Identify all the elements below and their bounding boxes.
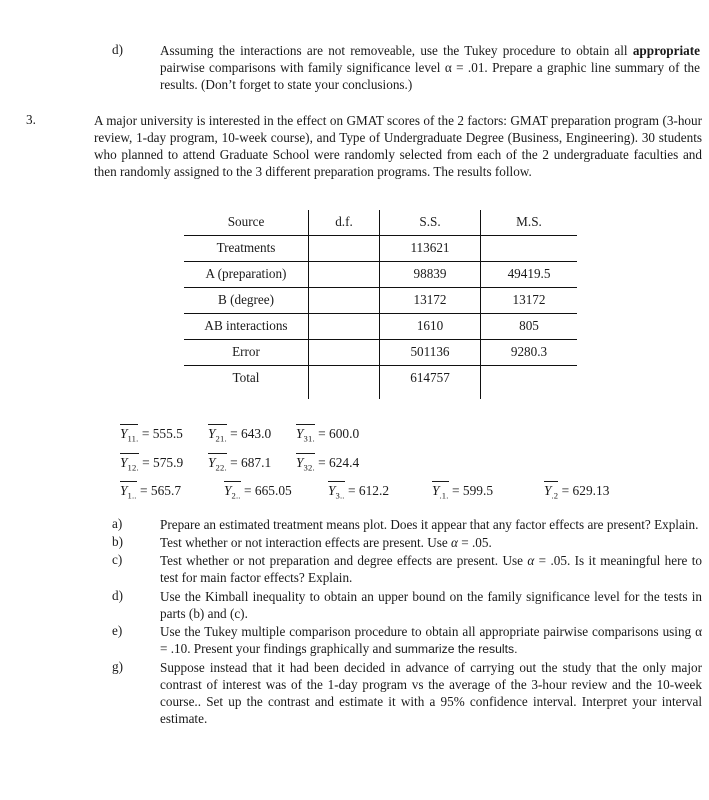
anova-row — [184, 366, 577, 400]
y-bar-subscript: 1.. — [127, 491, 137, 502]
anova-header-source: Source — [184, 210, 309, 236]
y-bar-symbol — [224, 481, 241, 501]
anova-header-row — [184, 210, 577, 236]
mean-value: = 629.13 — [558, 483, 610, 499]
anova-cell-source: A (preparation) — [184, 262, 309, 288]
mean-item — [544, 481, 656, 501]
part-a — [112, 516, 702, 533]
anova-cell-ms: 9280.3 — [481, 340, 578, 366]
anova-cell-ss: 1610 — [380, 314, 481, 340]
y-bar-overline: $Y_{12.}$ — [120, 454, 139, 473]
mean-value: = 565.7 — [136, 483, 182, 499]
y-bar-subscript: 31. — [303, 433, 315, 444]
anova-row — [184, 340, 577, 366]
y-bar-subscript: .2 — [551, 491, 559, 502]
y-bar-symbol — [544, 481, 558, 501]
part-label: d) — [112, 587, 123, 603]
part-d-text-after: pairwise comparisons with family significance level α = .01. Prepare a graphic line summary of the results. (Don’t forget to state your conclusions.) — [160, 60, 700, 93]
part-label: e) — [112, 622, 123, 638]
part-label: b) — [112, 534, 123, 550]
anova-cell-ss: 614757 — [380, 366, 481, 400]
anova-cell-df — [309, 288, 380, 314]
y-bar-symbol — [328, 481, 345, 501]
y-bar-overline: $Y_{11.}$ — [120, 426, 139, 444]
anova-cell-ss: 113621 — [380, 236, 481, 262]
y-bar-subscript: 21. — [215, 433, 227, 444]
means-block — [120, 424, 680, 510]
mean-item — [296, 453, 384, 473]
anova-row — [184, 314, 577, 340]
y-bar-subscript: 22. — [215, 462, 227, 473]
alpha-symbol: α — [695, 623, 702, 639]
part-text — [160, 623, 702, 658]
y-bar-subscript: 11. — [127, 433, 139, 444]
anova-header-ss: S.S. — [380, 210, 481, 236]
alpha-symbol: α — [527, 553, 535, 569]
means-row-cell-means-1 — [120, 424, 680, 444]
anova-cell-source: Error — [184, 340, 309, 366]
mean-item — [208, 453, 296, 473]
mean-item — [328, 481, 432, 501]
part-d-emphasis-word: appropriate — [632, 43, 700, 58]
part-text: Use the Kimball inequality to obtain an upper bound on the family significance level for the tests in parts (b) and (c). — [160, 588, 702, 621]
anova-cell-source: Total — [184, 366, 309, 400]
anova-header-df: d.f. — [309, 210, 380, 236]
part-c — [112, 552, 702, 586]
y-bar-symbol — [432, 481, 449, 501]
mean-item — [432, 481, 544, 501]
part-text: Prepare an estimated treatment means plot. Does it appear that any factor effects are present? Explain. — [160, 517, 699, 532]
y-bar-symbol — [120, 424, 138, 444]
part-text-post: = .05. — [457, 535, 492, 551]
mean-value: = 687.1 — [226, 454, 272, 470]
mean-item — [224, 481, 328, 501]
y-bar-overline: $Y_{.1.}$ — [432, 483, 449, 502]
y-bar-symbol — [120, 453, 139, 473]
y-bar-symbol — [120, 481, 137, 501]
y-bar-overline: $Y_{22.}$ — [208, 454, 227, 473]
y-bar-overline: $Y_{21.}$ — [208, 426, 227, 444]
y-bar-symbol — [208, 424, 227, 444]
mean-item — [296, 424, 384, 444]
y-bar-subscript: 32. — [303, 462, 315, 473]
mean-item — [120, 424, 208, 444]
anova-cell-ms — [481, 366, 578, 400]
problem-3-number: 3. — [26, 112, 36, 127]
part-label: c) — [112, 552, 123, 568]
part-text-post: = .05. Is it meaningful here to test for main factor effects? Explain. — [160, 553, 702, 586]
anova-cell-ss: 501136 — [380, 340, 481, 366]
y-bar-subscript: .1. — [439, 491, 449, 502]
anova-row — [184, 236, 577, 262]
mean-item — [120, 453, 208, 473]
y-bar-symbol — [208, 453, 227, 473]
anova-cell-df — [309, 314, 380, 340]
anova-header-ms: M.S. — [481, 210, 578, 236]
part-label: a) — [112, 516, 123, 531]
anova-cell-ms — [481, 236, 578, 262]
means-row-marginal-means — [120, 481, 680, 501]
y-bar-overline: $Y_{2..}$ — [224, 483, 241, 502]
part-d-top-label: d) — [112, 42, 123, 57]
y-bar-subscript: 3.. — [335, 491, 345, 502]
y-bar-overline: $Y_{.2}$ — [544, 483, 559, 502]
mean-item — [120, 481, 224, 501]
part-d-top — [112, 42, 700, 93]
mean-value: = 555.5 — [138, 426, 183, 441]
y-bar-subscript: 12. — [127, 462, 139, 473]
mean-value: = 624.4 — [314, 454, 360, 470]
part-d-text-before: Assuming the interactions are not removeable, use the Tukey procedure to obtain all — [160, 43, 633, 58]
anova-cell-ss: 98839 — [380, 262, 481, 288]
part-text — [160, 552, 702, 586]
part-text: Suppose instead that it had been decided in advance of carrying out the study that the only major contrast of interest was of the 1-day program vs the average of the 3-hour review and the 10-week course.. Set up the contrast and estimate it with a 95% confidence interval. Interpret your interval estimate. — [160, 659, 702, 727]
anova-table — [184, 210, 577, 399]
alpha-symbol: α — [451, 535, 458, 551]
anova-cell-source: B (degree) — [184, 288, 309, 314]
problem-3 — [26, 112, 702, 181]
mean-value: = 612.2 — [344, 483, 390, 499]
anova-row — [184, 262, 577, 288]
anova-row — [184, 288, 577, 314]
anova-cell-source: Treatments — [184, 236, 309, 262]
mean-item — [208, 424, 296, 444]
part-d-top-text — [160, 42, 700, 93]
mean-value: = 599.5 — [448, 483, 494, 499]
anova-cell-df — [309, 236, 380, 262]
y-bar-symbol — [296, 424, 315, 444]
anova-cell-df — [309, 340, 380, 366]
anova-cell-df — [309, 366, 380, 400]
y-bar-overline: $Y_{3..}$ — [328, 483, 345, 502]
anova-cell-source: AB interactions — [184, 314, 309, 340]
part-d — [112, 588, 702, 622]
part-text-pre: Test whether or not interaction effects are present. Use — [160, 535, 452, 551]
y-bar-overline: $Y_{1..}$ — [120, 483, 137, 502]
anova-cell-ms: 49419.5 — [481, 262, 578, 288]
y-bar-overline: $Y_{32.}$ — [296, 454, 315, 473]
anova-cell-df — [309, 262, 380, 288]
part-label: g) — [112, 658, 123, 674]
anova-cell-ms: 13172 — [481, 288, 578, 314]
parts-list — [112, 516, 702, 729]
part-text — [160, 534, 702, 551]
mean-value: = 575.9 — [138, 454, 184, 470]
mean-value: = 665.05 — [240, 483, 292, 499]
part-e — [112, 623, 702, 658]
anova-cell-ms: 805 — [481, 314, 578, 340]
mean-value: = 643.0 — [226, 426, 272, 441]
part-g — [112, 659, 702, 728]
part-text-post: = .10. Present your findings graphically and — [160, 641, 395, 657]
part-b — [112, 534, 702, 551]
anova-cell-ss: 13172 — [380, 288, 481, 314]
means-row-cell-means-2 — [120, 453, 680, 473]
part-text-pre: Test whether or not preparation and degree effects are present. Use — [160, 553, 528, 569]
y-bar-subscript: 2.. — [231, 491, 241, 502]
anova-table-container — [184, 210, 577, 399]
part-text-pre: Use the Tukey multiple comparison procedure to obtain all appropriate pairwise comparisons using — [160, 623, 696, 639]
y-bar-symbol — [296, 453, 315, 473]
y-bar-overline: $Y_{31.}$ — [296, 426, 315, 444]
part-text-tail: summarize the results. — [394, 642, 518, 657]
mean-value: = 600.0 — [314, 426, 360, 441]
problem-3-stem: A major university is interested in the effect on GMAT scores of the 2 factors: GMAT preparation program (3-hour review, 1-day program, 10-week course), and Type of Undergraduate Degree (Business, Engineering). 30 students who planned to attend Graduate School were randomly selected from each of the 2 undergraduate faculties and then randomly assigned to the 3 different preparation programs. The results follow. — [94, 113, 702, 180]
